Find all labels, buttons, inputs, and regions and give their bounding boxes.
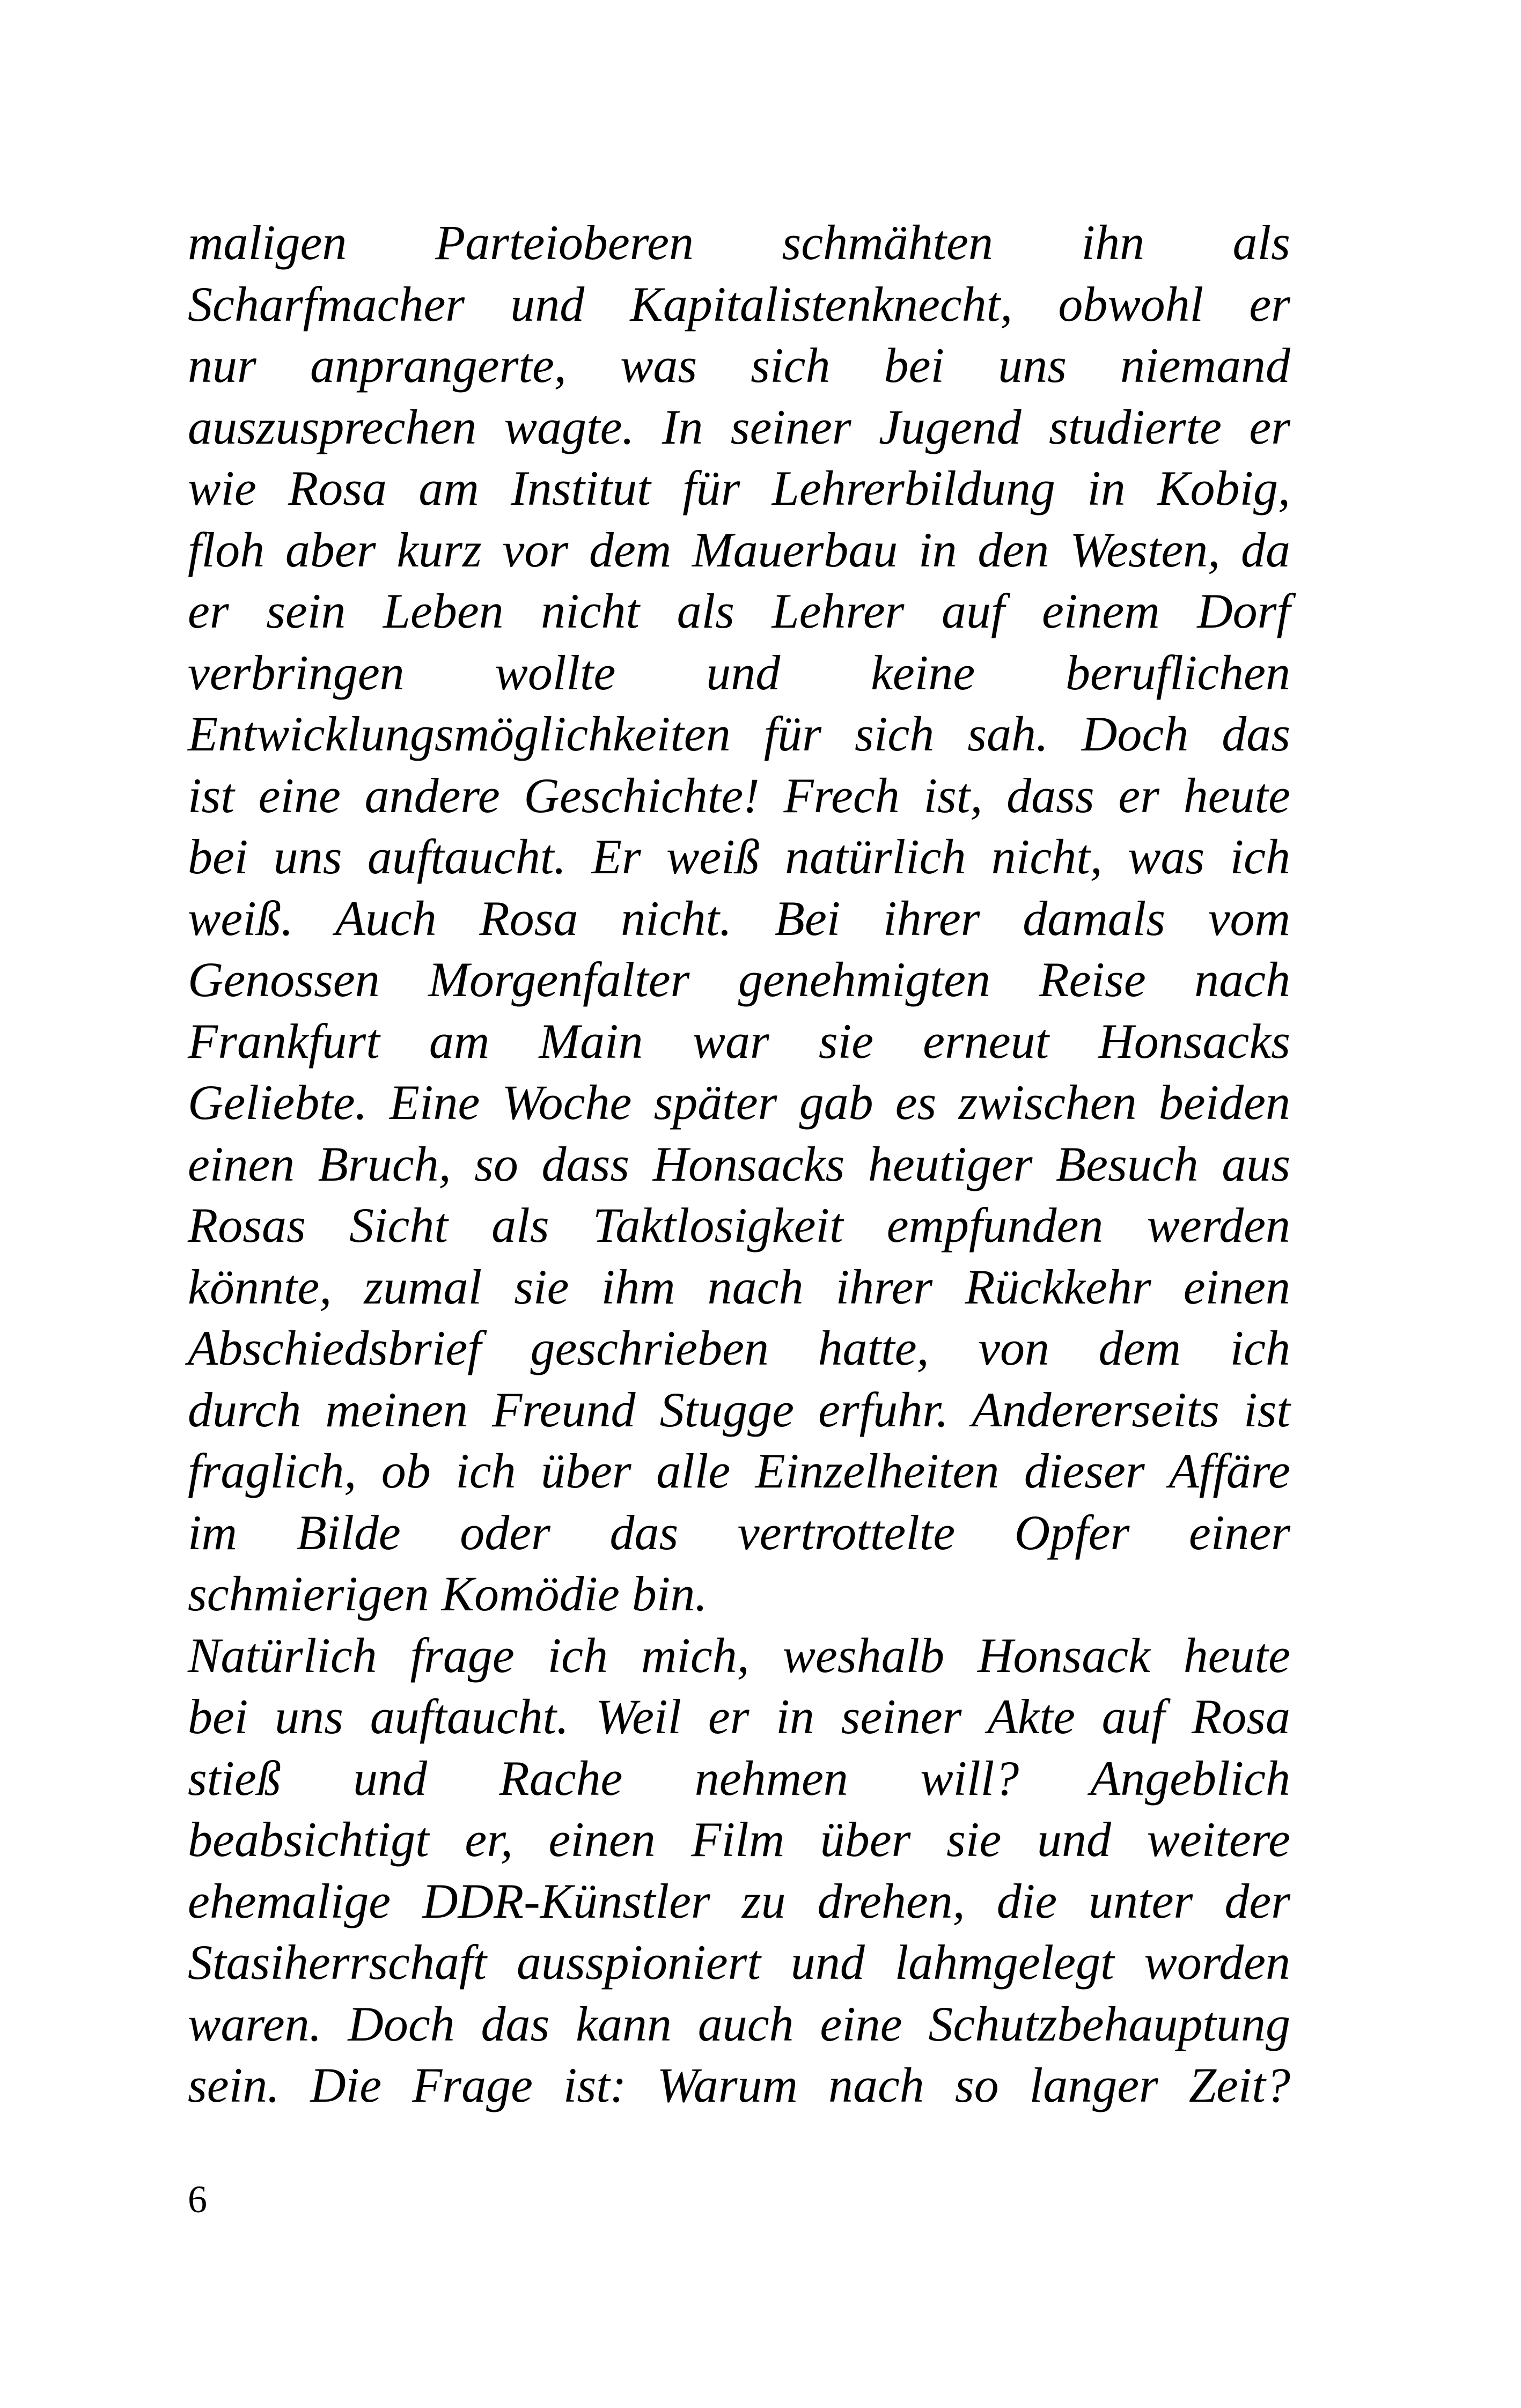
text-line: Genossen Morgenfalter genehmigten Reise nach xyxy=(188,952,1290,1007)
text-line: Rosas Sicht als Taktlosigkeit empfunden werden xyxy=(188,1198,1290,1253)
text-line: wie Rosa am Institut für Lehrerbildung in Kobig, xyxy=(188,461,1290,516)
text-line: maligen Parteioberen schmähten ihn als xyxy=(188,215,1290,270)
text-line: auszusprechen wagte. In seiner Jugend studierte er xyxy=(188,399,1290,454)
text-line: Abschiedsbrief geschrieben hatte, von dem ich xyxy=(188,1321,1290,1375)
text-line: nur anprangerte, was sich bei uns niemand xyxy=(188,338,1290,393)
text-line: Geliebte. Eine Woche später gab es zwischen beiden xyxy=(188,1075,1290,1130)
text-line: sein. Die Frage ist: Warum nach so langer Zeit? xyxy=(188,2058,1290,2112)
text-line: weiß. Auch Rosa nicht. Bei ihrer damals vom xyxy=(188,890,1290,946)
text-line: waren. Doch das kann auch eine Schutzbehauptung xyxy=(188,1996,1290,2051)
body-text xyxy=(188,212,1290,2116)
text-line: Frankfurt am Main war sie erneut Honsacks xyxy=(188,1013,1290,1069)
text-line: beabsichtigt er, einen Film über sie und weitere xyxy=(188,1812,1290,1867)
paragraph-1 xyxy=(188,212,1290,1625)
text-line: stieß und Rache nehmen will? Angeblich xyxy=(188,1750,1290,1806)
text-line: floh aber kurz vor dem Mauerbau in den Westen, da xyxy=(188,522,1290,577)
text-line: im Bilde oder das vertrottelte Opfer einer xyxy=(188,1505,1290,1560)
text-line: bei uns auftaucht. Weil er in seiner Akte auf Rosa xyxy=(188,1689,1290,1744)
text-line: könnte, zumal sie ihm nach ihrer Rückkehr einen xyxy=(188,1259,1290,1314)
text-line: ehemalige DDR-Künstler zu drehen, die unter der xyxy=(188,1873,1290,1928)
text-line: durch meinen Freund Stugge erfuhr. Andererseits ist xyxy=(188,1382,1290,1437)
page-number: 6 xyxy=(188,2178,207,2221)
text-line: Stasiherrschaft ausspioniert und lahmgelegt worden xyxy=(188,1935,1290,1990)
text-line: Scharfmacher und Kapitalistenknecht, obwohl er xyxy=(188,276,1290,332)
text-line: verbringen wollte und keine beruflichen xyxy=(188,645,1290,700)
text-line: Entwicklungsmöglichkeiten für sich sah. Doch das xyxy=(188,706,1290,761)
text-line: Natürlich frage ich mich, weshalb Honsack heute xyxy=(188,1628,1290,1683)
paragraph-2 xyxy=(188,1625,1290,2116)
text-line: ist eine andere Geschichte! Frech ist, dass er heute xyxy=(188,768,1290,823)
text-line: fraglich, ob ich über alle Einzelheiten dieser Affäre xyxy=(188,1444,1290,1498)
text-line: einen Bruch, so dass Honsacks heutiger Besuch aus xyxy=(188,1136,1290,1191)
text-line: er sein Leben nicht als Lehrer auf einem Dorf xyxy=(188,584,1290,638)
text-line: schmierigen Komödie bin. xyxy=(188,1566,708,1621)
text-line: bei uns auftaucht. Er weiß natürlich nicht, was ich xyxy=(188,829,1290,884)
